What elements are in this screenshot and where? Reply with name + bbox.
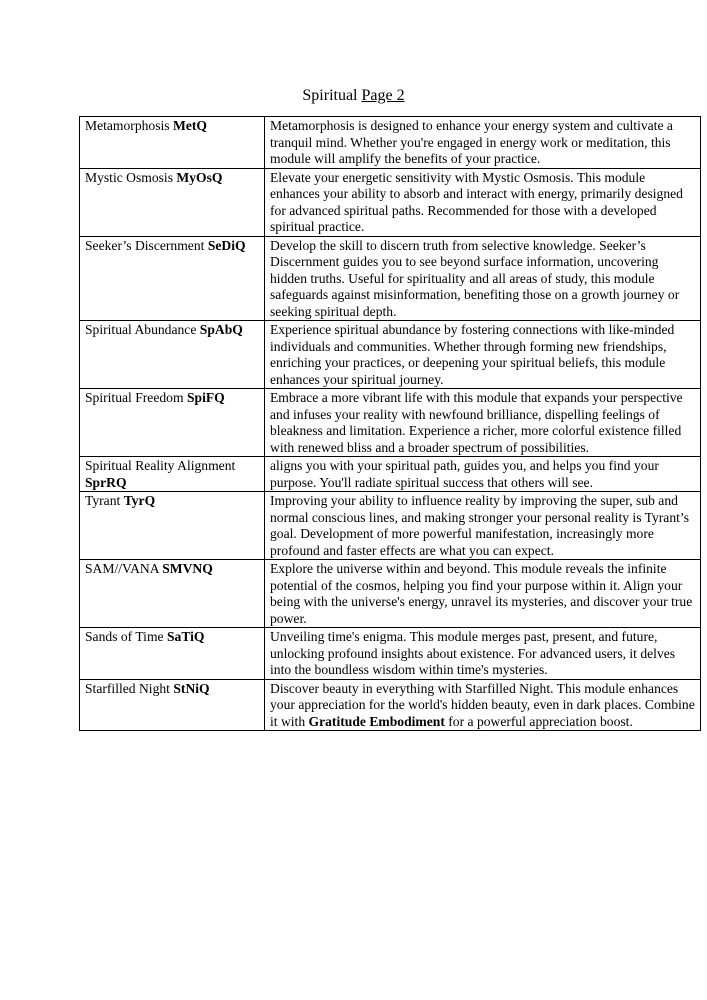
module-code: StNiQ <box>173 680 210 696</box>
module-description: aligns you with your spiritual path, guides you, and helps you find your purpose. You'll radiate spiritual success that others will see. <box>265 457 701 492</box>
module-name: Tyrant <box>85 493 121 508</box>
module-name: Sands of Time <box>85 629 164 644</box>
module-description: Explore the universe within and beyond. This module reveals the infinite potential of the cosmos, helping you find your purpose within it. Align your being with the universe's energy, unravel its mysteries, and discover your true power. <box>265 560 701 628</box>
module-name-cell <box>80 457 265 492</box>
module-name: Spiritual Reality Alignment <box>85 458 236 473</box>
page-number: Page 2 <box>361 87 405 104</box>
referenced-module-name: Gratitude Embodiment <box>308 713 445 729</box>
modules-table <box>79 116 701 731</box>
module-name-cell <box>80 628 265 680</box>
module-code: SpAbQ <box>199 322 243 337</box>
module-description <box>265 679 701 731</box>
table-row <box>80 117 701 169</box>
module-name-cell <box>80 679 265 731</box>
module-description: Experience spiritual abundance by fostering connections with like-minded individuals and communities. Whether through forming new friendships, enriching your practices, or deepening your spiritual beliefs, this module enhances your spiritual journey. <box>265 321 701 389</box>
module-code: MyOsQ <box>176 169 223 185</box>
module-description: Embrace a more vibrant life with this module that expands your perspective and infuses your reality with newfound brilliance, dispelling feelings of bleakness and limitation. Experience a richer, more colorful existence filled with renewed bliss and a broader spectrum of possibilities. <box>265 389 701 457</box>
table-row <box>80 236 701 321</box>
module-name: Mystic Osmosis <box>85 169 173 185</box>
module-name-cell <box>80 236 265 321</box>
module-description-text: for a powerful appreciation boost. <box>444 713 633 729</box>
module-name: Spiritual Freedom <box>85 390 184 405</box>
table-row <box>80 321 701 389</box>
page-title <box>0 86 707 106</box>
module-description: Metamorphosis is designed to enhance your energy system and cultivate a tranquil mind. Whether you're engaged in energy work or meditation, this module will amplify the benefits of your practice. <box>265 117 701 169</box>
module-name-cell <box>80 117 265 169</box>
table-row <box>80 389 701 457</box>
module-name-cell <box>80 321 265 389</box>
module-code: SMVNQ <box>162 561 213 576</box>
module-name: Seeker’s Discernment <box>85 237 205 253</box>
module-name-cell <box>80 560 265 628</box>
module-description-text: Discover beauty in everything with Starfilled Night. This module enhances your appreciation for the world's hidden beauty, even in dark places. Combine it with <box>270 680 695 729</box>
table-row <box>80 492 701 560</box>
module-code: TyrQ <box>123 493 156 508</box>
module-description: Unveiling time's enigma. This module merges past, present, and future, unlocking profound insights about existence. For advanced users, it delves into the boundless wisdom within time's mysteries. <box>265 628 701 680</box>
module-description: Develop the skill to discern truth from selective knowledge. Seeker’s Discernment guides you to see beyond surface information, uncovering hidden truths. Useful for spirituality and all areas of study, this module safeguards against misinformation, benefiting those on a growth journey or seeking spiritual depth. <box>265 236 701 321</box>
module-code: SpiFQ <box>186 390 225 405</box>
table-row <box>80 457 701 492</box>
table-row <box>80 628 701 680</box>
table-row <box>80 560 701 628</box>
table-row <box>80 679 701 731</box>
table-row <box>80 168 701 236</box>
module-name: Metamorphosis <box>85 118 170 133</box>
module-name-cell <box>80 389 265 457</box>
module-name-cell <box>80 492 265 560</box>
module-description: Elevate your energetic sensitivity with Mystic Osmosis. This module enhances your ability to absorb and interact with energy, primarily designed for advanced spiritual paths. Recommended for those with a developed spiritual practice. <box>265 168 701 236</box>
module-code: MetQ <box>172 118 207 133</box>
page-title-prefix: Spiritual <box>302 87 358 104</box>
module-code: SaTiQ <box>166 629 205 644</box>
module-name: Spiritual Abundance <box>85 322 197 337</box>
module-code: SeDiQ <box>207 237 246 253</box>
module-name-cell <box>80 168 265 236</box>
module-name: SAM//VANA <box>85 561 159 576</box>
module-description: Improving your ability to influence reality by improving the super, sub and normal conscious lines, and making stronger your personal reality is Tyrant’s goal. Development of more powerful manifestation, increasingly more profound and faster effects are what you can expect. <box>265 492 701 560</box>
module-code: SprRQ <box>85 474 127 490</box>
module-name: Starfilled Night <box>85 680 170 696</box>
